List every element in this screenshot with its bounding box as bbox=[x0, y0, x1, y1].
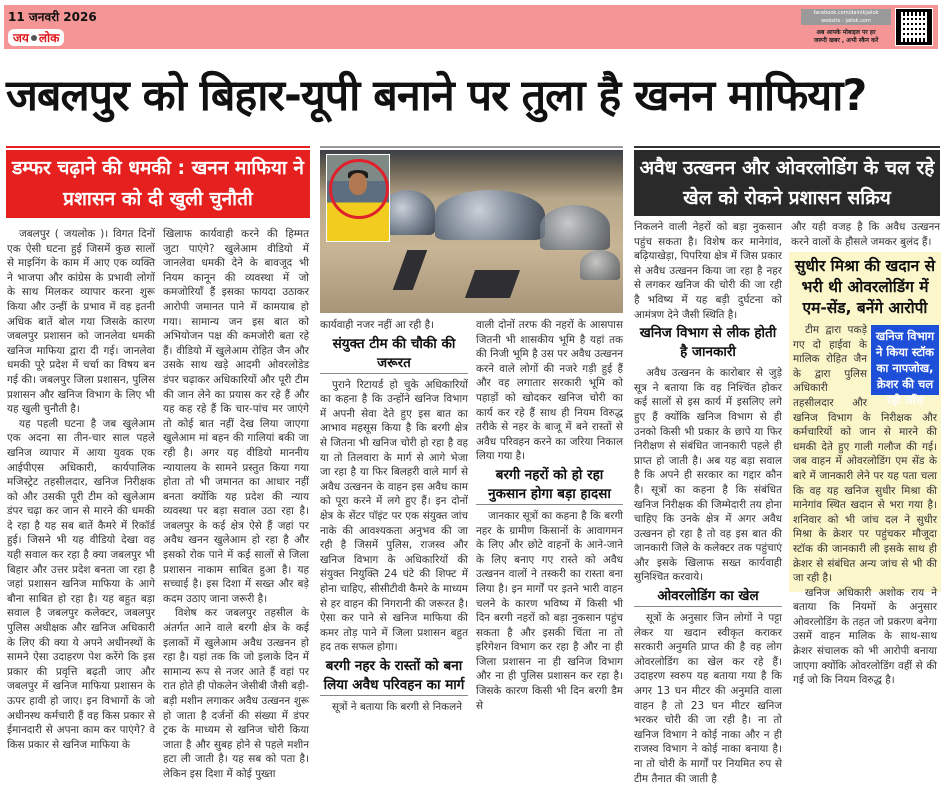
subheading: ओवरलोडिंग का खेल bbox=[634, 587, 782, 607]
subheading: संयुक्त टीम की चौकी की जरूरत bbox=[320, 335, 468, 374]
paragraph: खिलाफ कार्यवाही करने की हिम्मत जुटा पाएंगे? खुलेआम वीडियो में जानलेवा धमकी देने के बावजूद भी नियम कानून की व्यवस्था में जो कमजोरियाँ हैं इसका फायदा उठाकर आरोपी जमानत पाने में कामयाब हो गया। सामान्य जन इस बात को अभियोजन पक्ष की कमजोरी बता रहे हैं। वीडियो में खुलेआम रोहित जैन और उसके साथ खड़े आदमी ओवरलोडेड डंपर चढ़ाकर अधिकारियों और पूरी टीम की जान लेने का प्रयास कर रहे हैं और यह कह रहे हैं कि चार-पांच मर जाएंगे तो कोई बात नहीं देख लिया जाएगा खुलेआम मां बहन की गालियां बकी जा रही है। अगर यह वीडियो माननीय न्यायालय के सामने प्रस्तुत किया गया होता तो भी जमानत का आधार नहीं बनता क्योंकि यह प्रदेश की न्याय व्यवस्था पर बड़ा सवाल उठा रहा है। जबलपुर के कई क्षेत्र ऐसे हैं जहां पर अवैध खनन खुलेआम हो रहा है और इसको रोक पाने में कई सालों से जिला प्रशासन नाकाम साबित हुआ है। यह सच्चाई है। इस दिशा में सख्त और बड़े कदम उठाए जाना जरूरी है। bbox=[163, 228, 309, 605]
scan-line-2: जरूरी खबर , अभी स्कैन करें bbox=[813, 37, 879, 44]
globe-icon bbox=[31, 35, 37, 41]
subheading: बरगी नहरों को हो रहा नुकसान होगा बड़ा हादसा bbox=[476, 466, 623, 505]
right-column-2 bbox=[791, 220, 940, 249]
website-link[interactable]: website - jailok.com bbox=[821, 18, 871, 24]
paragraph: पुराने रिटायर्ड हो चुके अधिकारियों का कहना है कि उन्होंने खनिज विभाग में अपनी सेवा देते हुए इस बात का आभाव महसूस किया है कि बरगी क्षेत्र से जितना भी खनिज चोरी हो रहा है वह या तो तिलवारा के मार्ग से आगे भेजा जा रहा है या फिर बिलहरी वाले मार्ग से अवैध उत्खनन के वाहन इस अवैध काम को पूरा करने में लगे हुए हैं। इन दोनों क्षेत्र के सेंटर पॉइंट पर एक संयुक्त जांच नाके की आवश्यकता अनुभव की जा रही है जिसमें पुलिस, राजस्व और खनिज विभाग के अधिकारियों की संयुक्त नियुक्ति 24 घंटे की शिफ्ट में होना चाहिए, सीसीटीवी कैमरे के माध्यम से हर वाहन की निगरानी की जरूरत है। ऐसा कर पाने से खनिज माफिया की कमर तोड़ पाने में जिला प्रशासन बहुत हद तक सफल होगा। bbox=[320, 378, 468, 654]
paragraph: टीम द्वारा पकड़े गए दो हाईवा के मालिक रोहित जैन के द्वारा पुलिस अधिकारी तहसीलदार और खनिज विभाग के निरीक्षक और कर्मचारियों को जान से मारने की धमकी देते हुए गाली गलौज की गई। जब वाहन में ओवरलोडिंग एम सेंड के बारे में जानकारी लेने पर यह पता चला कि वह यह खनिज सुधीर मिश्रा की मानेगांव स्थित खदान से भरा गया है। शनिवार को भी जांच दल ने सुधीर मिश्रा के क्रेशर पर पहुंचकर मौजूदा स्टॉक की जानकारी ली इसके साथ ही क्रेशर से संबंधित अन्य जांच से भी की जा रही है। bbox=[793, 324, 937, 585]
divider bbox=[320, 146, 623, 148]
left-story-title: डम्फर चढ़ाने की धमकी : खनन माफिया ने प्रशासन को दी खुली चुनौती bbox=[6, 150, 310, 218]
divider bbox=[634, 146, 940, 148]
paragraph: यह पहली घटना है जब खुलेआम एक अदना सा तीन-चार साल पहले खनिज व्यापार में आया युवक एक आईपीएस अधिकारी, कार्यपालिक मजिस्ट्रेट तहसीलदार, खनिज निरीक्षक को और उसकी पूरी टीम को खुलेआम डंपर चढ़ा कर जान से मारने की धमकी दे रहा है यह सब बातें कैमरे में रिकॉर्ड हुई। जिसने भी यह वीडियो देखा वह यही सवाल कर रहा है क्या जबलपुर भी बिहार और उत्तर प्रदेश बनता जा रहा है जहां प्रशासन खनिज माफिया के आगे बौना साबित हो रहा है। यह बहुत बड़ा सवाल है जबलपुर कलेक्टर, जबलपुर पुलिस अधीक्षक और खनिज अधिकारी के लिए की क्या ये अपने अधीनस्थों के सामने ऐसा उदाहरण पेश करेंगे कि इस प्रकार की प्रवृत्ति बढ़ती जाए और जबलपुर में खनिज माफिया प्रशासन के ऊपर हावी हो जाए। इन विभागों के जो अधीनस्थ कर्मचारी हैं वह किस प्रकार से ईमानदारी से अपना काम कर पाएंगे? वे किस प्रकार से खनिज माफिया के bbox=[7, 417, 155, 751]
social-links bbox=[801, 9, 891, 25]
left-column-2 bbox=[163, 227, 309, 782]
masthead bbox=[4, 5, 938, 49]
right-column-1 bbox=[634, 220, 782, 786]
paragraph: कार्यवाही नजर नहीं आ रही है। bbox=[320, 319, 435, 331]
paragraph: और यही वजह है कि अवैध उत्खनन करने वालों के हौसले जमकर बुलंद हैं। bbox=[791, 221, 940, 248]
paragraph: जानकार सूत्रों का कहना है कि बरगी नहर के ग्रामीण किसानों के आवागमन के लिए और छोटे वाहनों के आने-जाने के लिए बनाए गए रास्ते को अवैध उत्खनन वालों ने तस्करी का रास्ता बना लिया है। इन मार्गों पर इतने भारी वाहन चलने के कारण भविष्य में किसी भी दिन बरगी नहरों को बड़ा नुकसान पहुंच सकता है और इसकी चिंता ना तो इरिगेशन विभाग कर रहा है और ना ही जिला प्रशासन ना ही खनिज विभाग और ना ही पुलिस प्रशासन कर रहा है। जिसके कारण किसी भी दिन बरगी डैम से bbox=[476, 509, 623, 712]
accused-inset-photo bbox=[326, 154, 390, 242]
right-story-title: अवैध उत्खनन और ओवरलोडिंग के चल रहे खेल को रोकने प्रशासन सक्रिय bbox=[634, 150, 940, 216]
paragraph: वाली दोनों तरफ की नहरों के आसपास जितनी भी शासकीय भूमि है यहां तक की निजी भूमि है उस पर अवैध उत्खनन करने वाले लोगों की नजरे गड़ी हुई हैं और वह लगातार सरकारी भूमि को पहाड़ों को खोदकर खनिज चोरी का कार्य कर रहे हैं साथ ही नियम विरुद्ध तरीके से नहर के बाजू में बने रास्तों से अवैध परिवहन करने का जरिया निकाल लिया गया है। bbox=[476, 319, 623, 463]
mining-site-photo bbox=[320, 150, 623, 313]
logo-text-right: लोक bbox=[38, 31, 60, 45]
subheading: बरगी नहर के रास्तों को बना लिया अवैध परिवहन का मार्ग bbox=[320, 657, 468, 696]
sidebar-box-title: सुधीर मिश्रा की खदान से भरी थी ओवरलोडिंग में एम-सेंड, बनेंगे आरोपी bbox=[794, 257, 936, 317]
subheading: खनिज विभाग से लीक होती है जानकारी bbox=[639, 325, 777, 361]
scan-line-1: अब आपके मोबाइल पर हर bbox=[816, 29, 876, 36]
divider bbox=[6, 146, 310, 148]
middle-column-2 bbox=[476, 318, 623, 713]
paragraph: सूत्रों के अनुसार जिन लोगों ने पट्टा लेकर या खदान स्वीकृत कराकर सरकारी अनुमति प्राप्त की है वह लोग ओवरलोडिंग का खेल कर रहे हैं। उदाहरण स्वरुप यह बताया गया है कि अगर 13 घन मीटर की अनुमति वाला वाहन है तो 23 घन मीटर खनिज भरकर चोरी की जा रही है। ना तो खनिज विभाग ने कोई नाका और न ही राजस्व विभाग ने कोई नाका बनाया है। ना तो चोरी के मार्गों पर नियमित रुप से टीम तैनात की जाती है bbox=[634, 612, 782, 785]
paragraph: अवैध उत्खनन के कारोबार से जुड़े सूत्र ने बताया कि वह निश्चिंत होकर कई सालों से इस कार्य में इसलिए लगे हुए हैं क्योंकि खनिज विभाग से ही उनको किसी भी प्रकार के छापे या फिर निरीक्षण से संबंधित जानकारी पहले ही प्राप्त हो जाती है। अब यह बड़ा सवाल है कि अपने ही सरकार का गद्दार कौन है। सूत्रों का कहना है कि संबंधित खनिज निरीक्षक की जिम्मेदारी तय होना चाहिए कि उनके क्षेत्र में अगर अवैध उत्खनन हो रहा है तो वह इस बात की जानकारी जिले के कलेक्टर तक पहुंचाएं और इसके खिलाफ सख्त कार्यवाही सुनिश्चित करवाये। bbox=[634, 367, 782, 584]
sidebar-box bbox=[789, 252, 941, 687]
paragraph: जबलपुर ( जयलोक )। विगत दिनों एक ऐसी घटना हुई जिसमें कुछ सालों से माइनिंग के काम में आए एक व्यक्ति ने भाजपा और कांग्रेस के प्रभावी लोगों के साथ मिलकर व्यापार करना शुरू किया और उन्हीं के प्रभाव में वह इतनी अधिक बातें बोल गया जिसके कारण जबलपुर प्रशासन को जानलेवा धमकी खनिज माफिया द्वारा दी गई। जानलेवा धमकी पूरे प्रदेश में चर्चा का विषय बन गई की। जबलपुर जिला प्रशासन, पुलिस प्रशासन और खनिज विभाग के लिए भी यह खुली चुनौती है। bbox=[7, 228, 155, 416]
paragraph: सूत्रों ने बताया कि बरगी से निकलने bbox=[332, 700, 462, 713]
paragraph: खनिज अधिकारी अशोक राय ने बताया कि नियमों के अनुसार ओवरलोडिंग के तहत जो प्रकरण बनेगा उसमें वाहन मालिक के साथ-साथ क्रेशर संचालक को भी आरोपी बनाया जाएगा क्योंकि ओवरलोडिंग वहीं से की गई जो कि नियम विरुद्ध है। bbox=[793, 586, 937, 687]
facebook-link[interactable]: facebook.com/dainikjailok bbox=[813, 10, 879, 16]
issue-date: 11 जनवरी 2026 bbox=[8, 10, 97, 24]
jailok-logo bbox=[8, 29, 64, 46]
left-column-1 bbox=[7, 227, 155, 752]
logo-text-left: जय bbox=[13, 31, 29, 45]
paragraph: निकलने वाली नेहरों को बड़ा नुकसान पहुंच सकता है। विशेष कर मानेगांव, बढ़ियाखेड़ा, पिपरिया क्षेत्र में जिस प्रकार से अवैध उत्खनन किया जा रहा है नहर से लगकर खनिज की चोरी की जा रही है भविष्य में यह बड़ी दुर्घटना को आमंत्रण देने जैसी स्थिति है। bbox=[634, 221, 782, 321]
scan-prompt bbox=[801, 29, 891, 45]
qr-code-icon[interactable] bbox=[896, 9, 932, 45]
paragraph: विशेष कर जबलपुर तहसील के अंतर्गत आने वाले बरगी क्षेत्र के कई इलाकों में खुलेआम अवैध उत्खनन हो रहा है। यहां तक कि जो इलाके दिन में सामान्य रूप से नजर आते हैं वहां पर रात होते ही पोकलेन जेसीबी जैसी बड़ी-बड़ी मशीन लगाकर अवैध उत्खनन शुरू हो जाता है दर्जनों की संख्या में डंपर ट्रक के माध्यम से खनिज चोरी किया जाता है और सुबह होने से पहले मशीन हटा ली जाती है। यह सब को पता है। लेकिन इस दिशा में कोई पुख्ता bbox=[163, 607, 309, 780]
main-headline: जबलपुर को बिहार-यूपी बनाने पर तुला है खनन माफिया? bbox=[6, 71, 867, 121]
middle-column-1 bbox=[320, 318, 468, 714]
callout-box: खनिज विभाग ने किया स्टॉक का नापजोख, क्रेशर की चल रही जाँच bbox=[871, 325, 939, 395]
